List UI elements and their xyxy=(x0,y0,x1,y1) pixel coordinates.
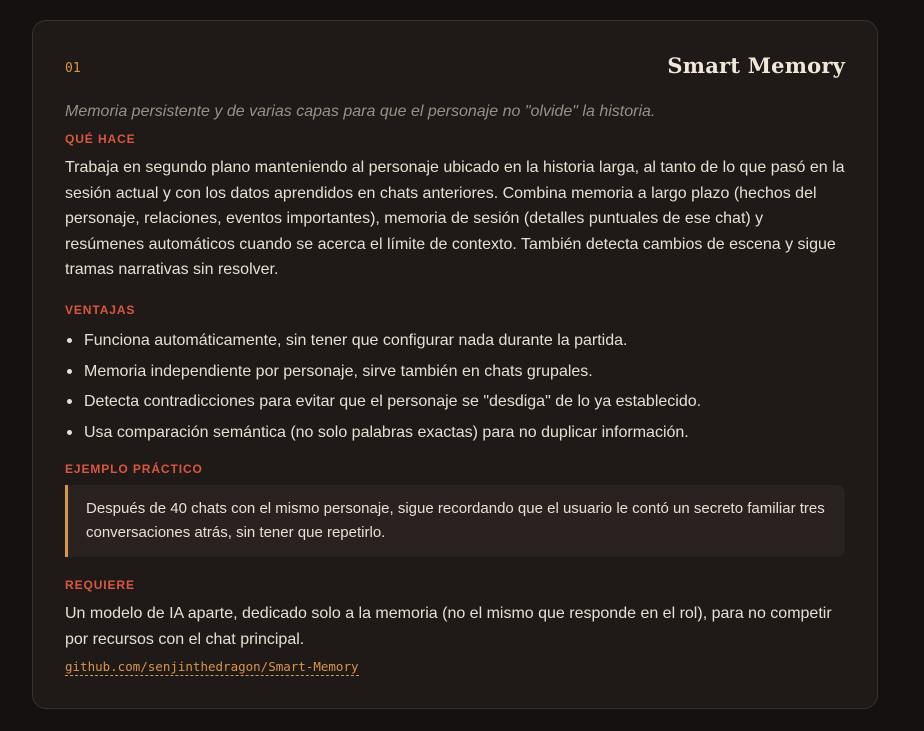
advantages-list xyxy=(65,326,845,448)
section-label-example: EJEMPLO PRÁCTICO xyxy=(65,462,203,476)
card-number: 01 xyxy=(65,61,81,76)
section-label-what-it-does: QUÉ HACE xyxy=(65,132,136,146)
list-item xyxy=(65,326,845,357)
list-item-text: Detecta contradicciones para evitar que el personaje se "desdiga" de lo ya establecido. xyxy=(84,393,702,410)
bullet-icon xyxy=(67,338,72,343)
list-item xyxy=(65,357,845,388)
list-item xyxy=(65,387,845,418)
example-callout xyxy=(65,485,845,557)
bullet-icon xyxy=(67,399,72,404)
extension-card xyxy=(32,20,878,709)
card-subtitle: Memoria persistente y de varias capas para que el personaje no "olvide" la historia. xyxy=(65,103,656,120)
what-it-does-text: Trabaja en segundo plano manteniendo al personaje ubicado en la historia larga, al tanto de lo que pasó en la sesión actual y con los datos aprendidos en chats anteriores. Combina memoria a largo plazo (hechos del personaje, relaciones, eventos importantes), memoria de sesión (detalles puntuales de ese chat) y resúmenes automáticos cuando se acerca el límite de contexto. También detecta cambios de escena y sigue tramas narrativas sin resolver. xyxy=(65,159,845,278)
example-text: Después de 40 chats con el mismo personaje, sigue recordando que el usuario le contó un secreto familiar tres conversaciones atrás, sin tener que repetirlo. xyxy=(86,500,825,541)
list-item-text: Usa comparación semántica (no solo palabras exactas) para no duplicar información. xyxy=(84,423,689,441)
list-item-text: Memoria independiente por personaje, sirve también en chats grupales. xyxy=(84,362,593,380)
requires-text: Un modelo de IA aparte, dedicado solo a la memoria (no el mismo que responde en el rol), para no competir por recursos con el chat principal. xyxy=(65,605,832,648)
list-item-text: Funciona automáticamente, sin tener que configurar nada durante la partida. xyxy=(84,332,628,349)
bullet-icon xyxy=(67,430,72,435)
card-content xyxy=(65,21,845,708)
card-title: Smart Memory xyxy=(667,53,845,78)
bullet-icon xyxy=(67,369,72,374)
section-label-requires: REQUIERE xyxy=(65,578,135,592)
list-item xyxy=(65,418,845,449)
section-label-advantages: VENTAJAS xyxy=(65,303,136,317)
github-link[interactable]: github.com/senjinthedragon/Smart-Memory xyxy=(65,659,359,674)
